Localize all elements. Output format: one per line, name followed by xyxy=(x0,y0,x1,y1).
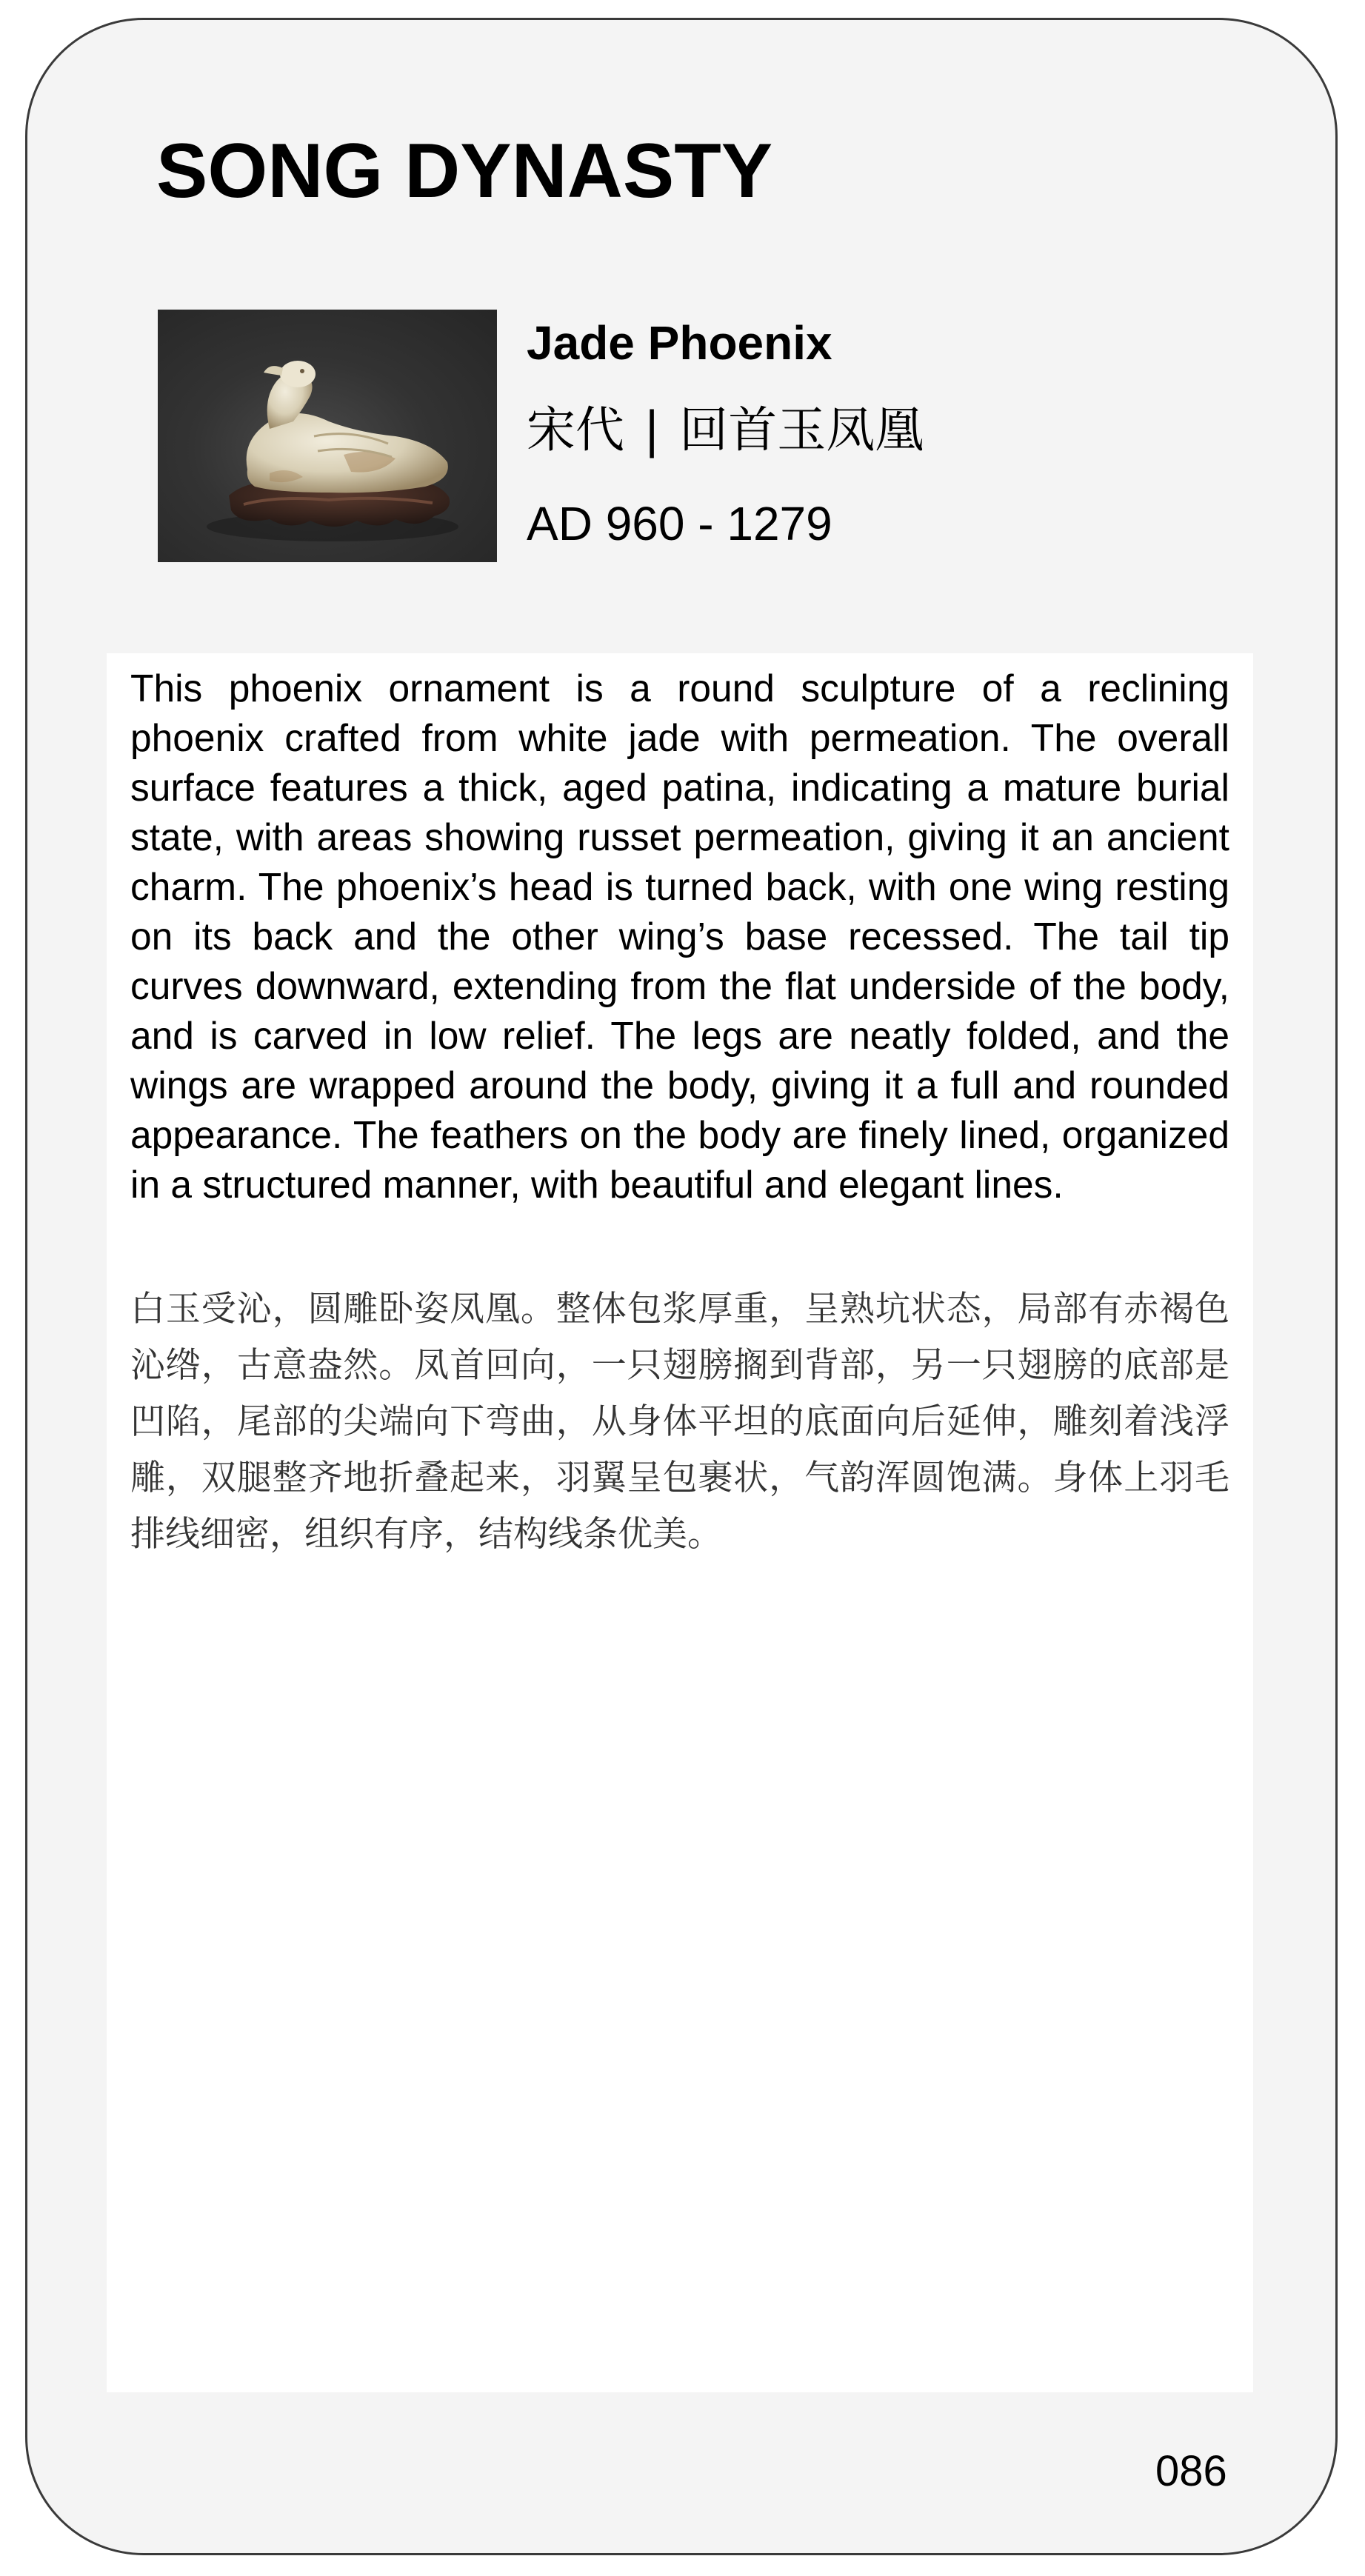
description-panel xyxy=(107,653,1253,2392)
date-range: AD 960 - 1279 xyxy=(527,497,832,550)
jade-phoenix-photo-icon xyxy=(158,310,497,562)
description-english: This phoenix ornament is a round sculpture of a reclining phoenix crafted from white jade with permeation. The overall surface features a thick, aged patina, indicating a mature burial state, with areas showing russet permeation, giving it an ancient charm. The phoenix’s head is turned back, with one wing resting on its back and the other wing’s base recessed. The tail tip curves downward, extending from the flat underside of the body, and is carved in low relief. The legs are neatly folded, and the wings are wrapped around the body, giving it a full and rounded appearance. The feathers on the body are finely lined, organized in a structured manner, with beautiful and elegant lines. xyxy=(130,667,1229,1206)
page-number: 086 xyxy=(1155,2447,1227,2495)
artifact-name: Jade Phoenix xyxy=(527,316,832,370)
description-chinese: 白玉受沁，圆雕卧姿凤凰。整体包浆厚重，呈熟坑状态，局部有赤褐色沁绺，古意盎然。凤首回向，一只翅膀搁到背部，另一只翅膀的底部是凹陷，尾部的尖端向下弯曲，从身体平坦的底面向后延伸，雕刻着浅浮雕，双腿整齐地折叠起来，羽翼呈包裹状，气韵浑圆饱满。身体上羽毛排线细密，组织有序，结构线条优美。 xyxy=(130,1289,1229,1555)
chinese-artifact-name: 回首玉凤凰 xyxy=(679,401,924,458)
chinese-title xyxy=(527,401,924,458)
title-separator: | xyxy=(644,401,661,458)
chinese-period: 宋代 xyxy=(527,401,624,458)
period-title: SONG DYNASTY xyxy=(156,128,773,214)
